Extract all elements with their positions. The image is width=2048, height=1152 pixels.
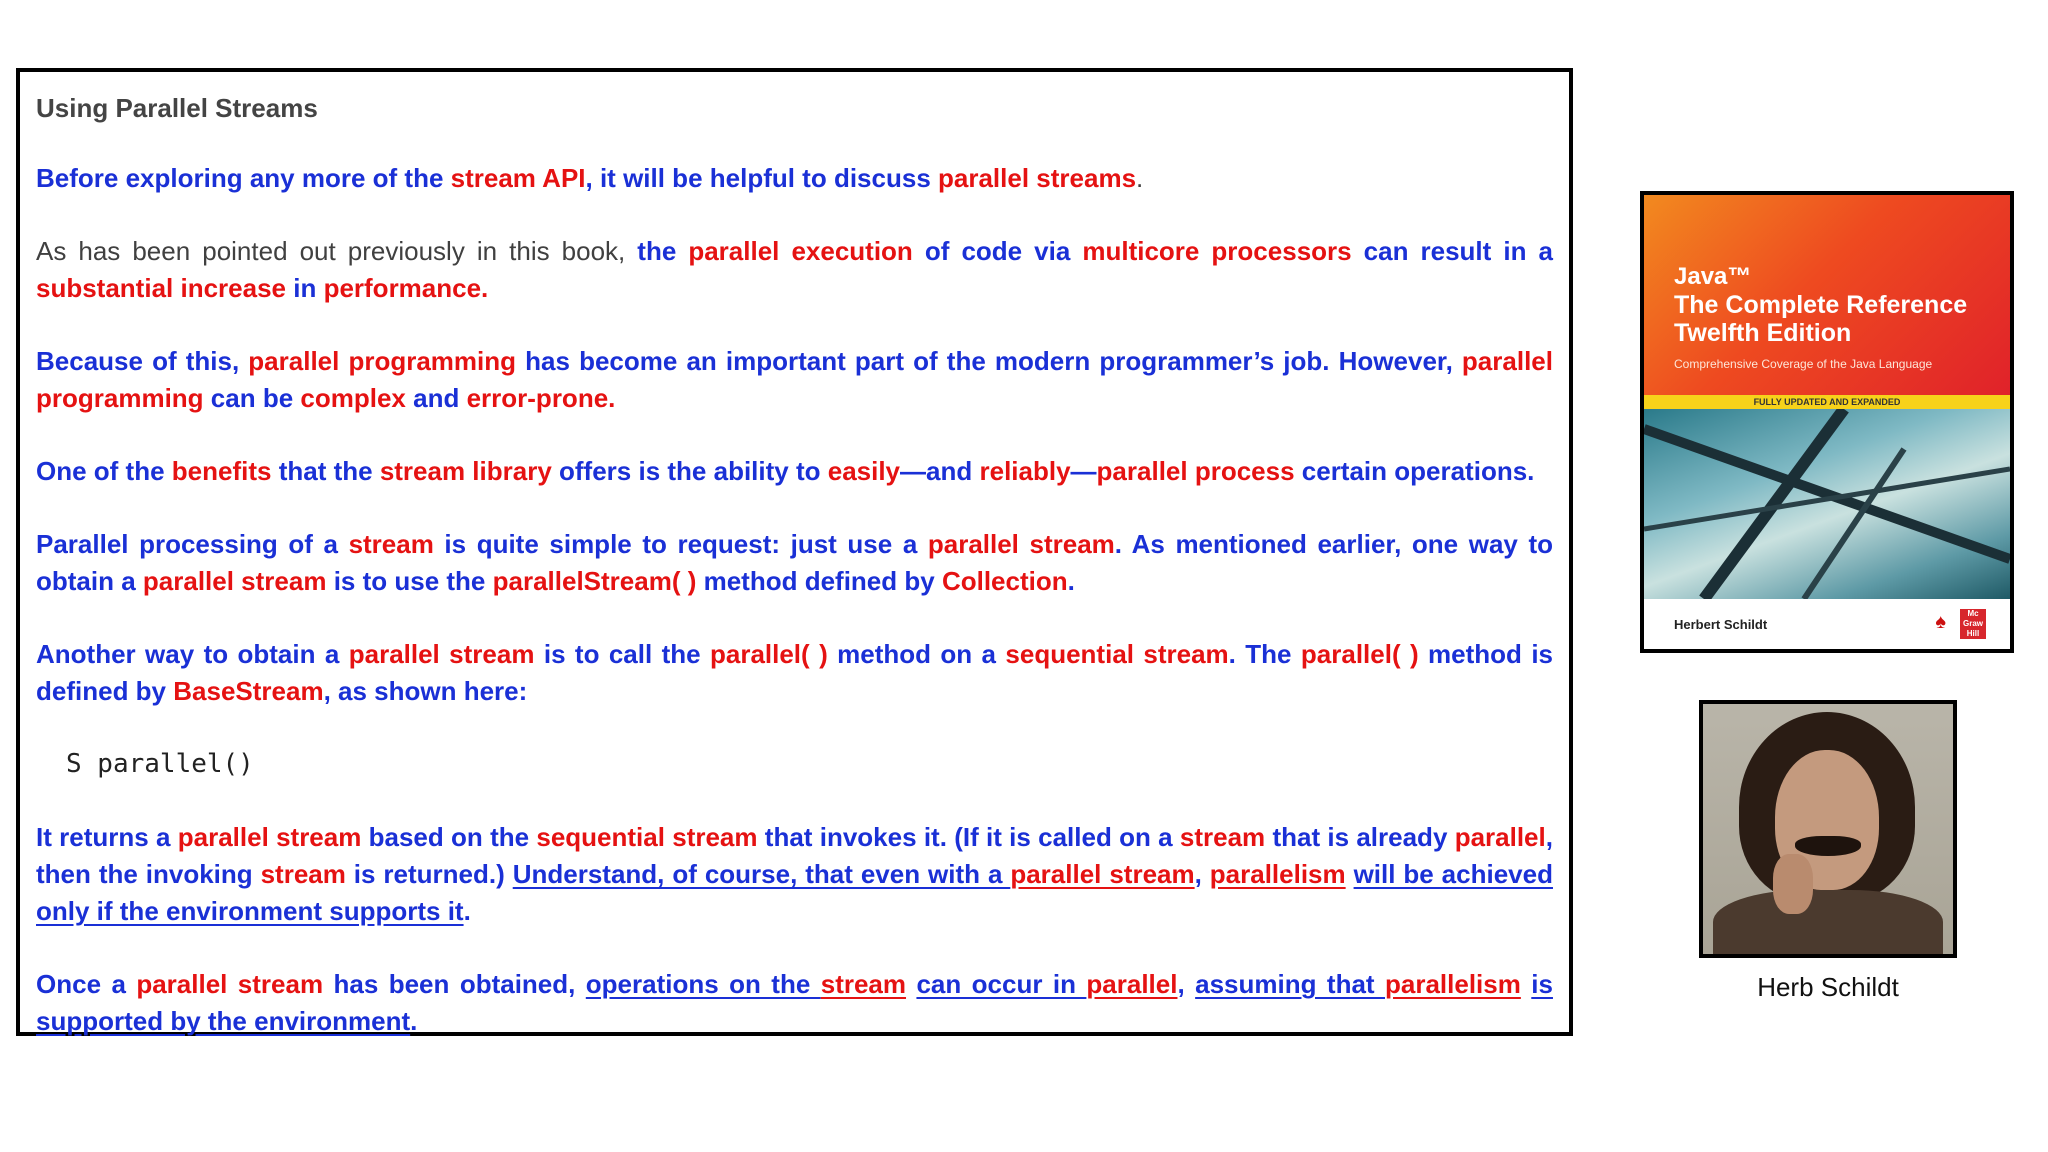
- paragraph-6: Another way to obtain a parallel stream is to call the parallel( ) method on a sequential stream. The parallel( ) method is defined by BaseStream, as shown here:: [36, 639, 1554, 706]
- publisher-logo: Mc Graw Hill: [1960, 609, 1986, 639]
- photo-hand: [1773, 854, 1813, 914]
- book-author: Herbert Schildt: [1674, 617, 1768, 632]
- architecture-graphic: [1644, 409, 2010, 599]
- slide-title: Using Parallel Streams: [36, 93, 318, 123]
- paragraph-4: One of the benefits that the stream library offers is the ability to easily—and reliably—parallel process certain operations.: [36, 456, 1535, 486]
- paragraph-7: It returns a parallel stream based on the sequential stream that invokes it. (If it is called on a stream that is already parallel, then the invoking stream is returned.) Understand, of course, that even with a parallel stream, parallelism will be achieved only if the environment supports it.: [36, 822, 1553, 926]
- book-subtitle: Comprehensive Coverage of the Java Language: [1674, 357, 1933, 371]
- book-title-java: Java™: [1674, 263, 1752, 290]
- book-band: FULLY UPDATED AND EXPANDED: [1644, 395, 2010, 409]
- paragraph-8: Once a parallel stream has been obtained, operations on the stream can occur in parallel, assuming that parallelism is supported by the environment.: [36, 969, 1553, 1036]
- book-cover-image: [1640, 191, 2014, 653]
- slide-content-box: [16, 68, 1573, 1036]
- paragraph-2: As has been pointed out previously in this book, the parallel execution of code via multicore processors can result in a substantial increase in performance.: [36, 236, 1553, 303]
- java-mascot-icon: ♠: [1935, 611, 1946, 633]
- author-photo: [1699, 700, 1957, 958]
- book-cover-header: [1644, 195, 2010, 395]
- code-sample: S parallel(): [66, 749, 254, 779]
- book-cover-footer: [1644, 599, 2010, 653]
- photo-mustache: [1795, 836, 1861, 856]
- paragraph-1: Before exploring any more of the stream API, it will be helpful to discuss parallel streams.: [36, 163, 1144, 193]
- photo-caption: Herb Schildt: [1757, 972, 1899, 1002]
- book-title-main: The Complete Reference: [1674, 291, 1968, 319]
- book-edition: Twelfth Edition: [1674, 319, 1852, 347]
- photo-body: [1713, 890, 1943, 958]
- book-cover-art: [1644, 409, 2010, 599]
- paragraph-3: Because of this, parallel programming has become an important part of the modern programmer’s job. However, parallel programming can be complex and error-prone.: [36, 346, 1553, 413]
- paragraph-5: Parallel processing of a stream is quite simple to request: just use a parallel stream. As mentioned earlier, one way to obtain a parallel stream is to use the parallelStream( ) method defined by Collection.: [36, 529, 1553, 596]
